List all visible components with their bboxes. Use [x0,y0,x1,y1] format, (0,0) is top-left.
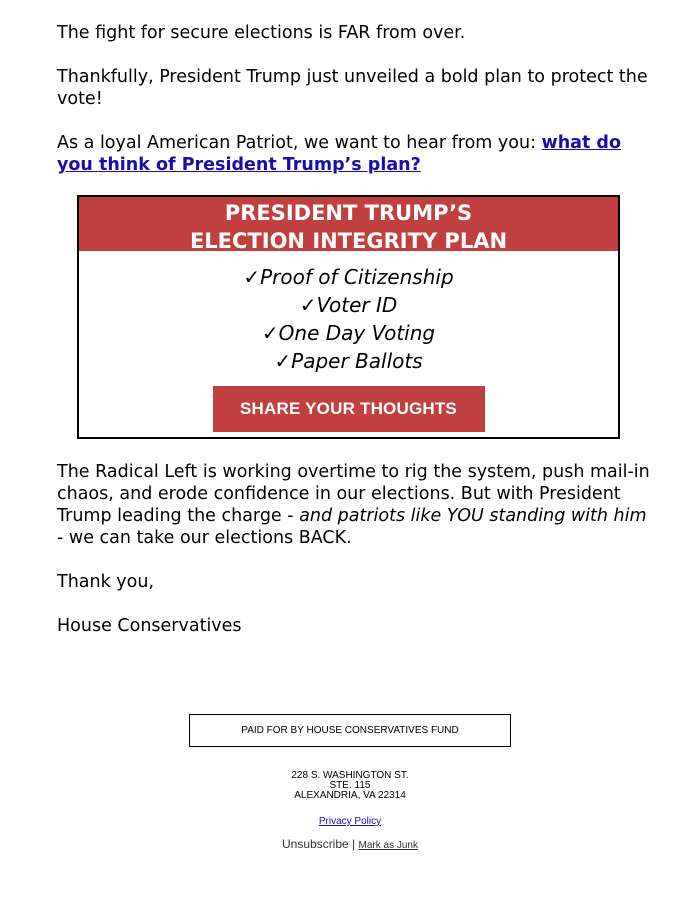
paid-for-disclaimer: PAID FOR BY HOUSE CONSERVATIVES FUND [189,714,511,747]
plan-items [79,263,618,375]
body-emphasis: and patriots like YOU standing with him [299,506,647,526]
plan-item: ✓One Day Voting [261,321,436,345]
privacy-policy-link[interactable]: Privacy Policy [318,816,382,827]
signature: House Conservatives [57,616,242,636]
share-thoughts-button[interactable]: SHARE YOUR THOUGHTS [213,386,485,432]
plan-header [79,197,618,251]
check-icon: ✓ [243,265,261,289]
share-opinion-link[interactable]: what do you think of President Trump’s plan? [57,133,621,175]
plan-title-line-1: PRESIDENT TRUMP’S [224,201,473,225]
intro-line-2: Thankfully, President Trump just unveiled a bold plan to protect the vote! [57,67,648,109]
plan-item: ✓Voter ID [299,293,398,317]
check-icon: ✓ [274,349,292,373]
mailing-address: 228 S. WASHINGTON ST. STE. 115 ALEXANDRIA, VA 22314 [291,770,409,801]
plan-item: ✓Paper Ballots [274,349,423,373]
intro-line-3 [57,132,657,176]
check-icon: ✓ [299,293,317,317]
plan-title-line-2: ELECTION INTEGRITY PLAN [189,229,508,253]
email-intro [57,22,657,176]
separator: | [352,837,356,851]
email-body [57,461,657,637]
plan-box [77,195,620,439]
thanks-line: Thank you, [57,572,155,592]
body-paragraph: The Radical Left is working overtime to rig the system, push mail-in chaos, and erode confidence in our elections. But with President Trump leading the charge - and patriots like YOU standing with him - we can take our elections BACK. [57,462,650,548]
intro-line-1: The fight for secure elections is FAR from over. [57,23,466,43]
unsubscribe-link[interactable]: Unsubscribe [282,837,349,851]
unsubscribe-row [0,837,700,851]
privacy-row [0,816,700,827]
check-icon: ✓ [261,321,279,345]
plan-item: ✓Proof of Citizenship [243,265,454,289]
intro-line-3-prefix: As a loyal American Patriot, we want to hear from you: [57,133,542,153]
mark-junk-link[interactable]: Mark as Junk [358,840,418,851]
